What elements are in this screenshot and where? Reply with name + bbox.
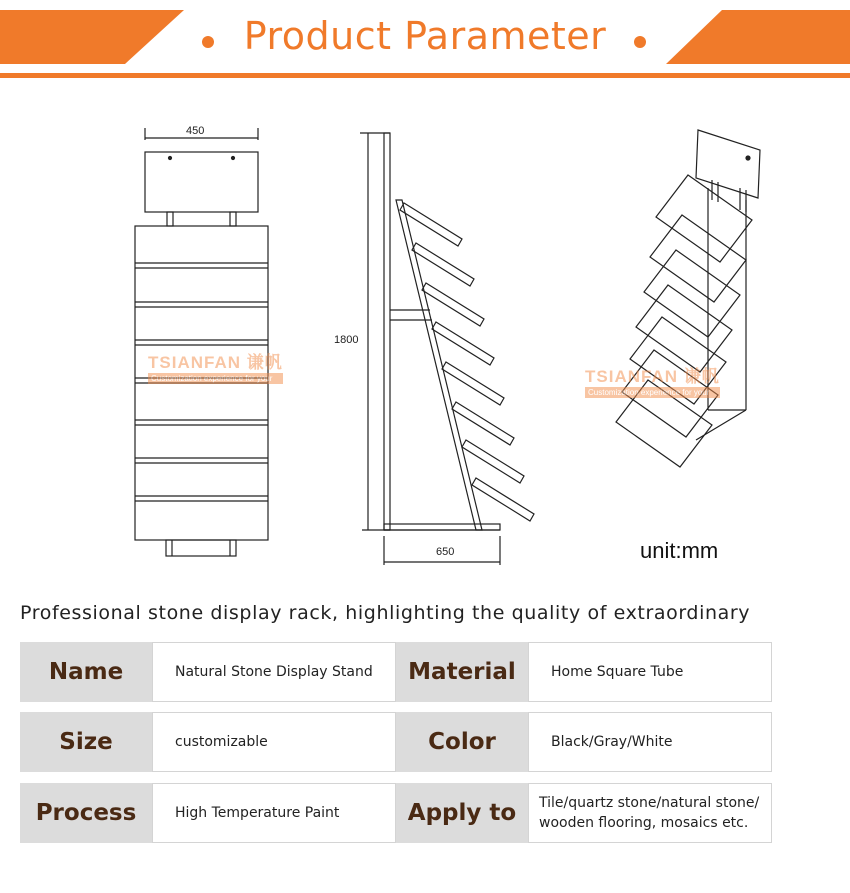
- parameter-row: [20, 642, 772, 702]
- param-label-apply-to: Apply to: [396, 783, 528, 843]
- param-value-name: Natural Stone Display Stand: [152, 642, 396, 702]
- side-view-drawing: [360, 133, 534, 565]
- watermark-front: [148, 348, 283, 384]
- side-depth-dimension: 650: [436, 546, 455, 558]
- param-value-material: Home Square Tube: [528, 642, 772, 702]
- param-value-process: High Temperature Paint: [152, 783, 396, 843]
- watermark-tagline: Customization experience for your: [148, 373, 283, 384]
- watermark-tagline: Customization experience for your: [585, 387, 720, 398]
- page-title: Product Parameter: [243, 14, 607, 58]
- watermark-perspective: [585, 362, 720, 398]
- watermark-brand: TSIANFAN 谦帆: [148, 353, 283, 372]
- side-height-dimension: 1800: [334, 334, 359, 346]
- apply-to-line-1: Tile/quartz stone/natural stone/: [539, 795, 760, 811]
- param-label-color: Color: [396, 712, 528, 772]
- param-label-name: Name: [20, 642, 152, 702]
- technical-drawings: [0, 90, 850, 590]
- parameter-row: [20, 712, 772, 772]
- front-width-dimension: 450: [186, 125, 205, 137]
- param-value-size: customizable: [152, 712, 396, 772]
- perspective-view-drawing: [616, 130, 760, 467]
- header-banner: [0, 0, 850, 80]
- apply-to-line-2: wooden flooring, mosaics etc.: [539, 815, 749, 831]
- unit-label: unit:mm: [640, 538, 719, 563]
- product-headline: Professional stone display rack, highlighting the quality of extraordinary: [20, 602, 751, 624]
- parameter-row: [20, 783, 772, 843]
- banner-underline: [0, 73, 850, 78]
- param-value-apply-to: [528, 783, 772, 843]
- watermark-brand: TSIANFAN 谦帆: [585, 367, 720, 386]
- drawing-canvas: [0, 90, 850, 590]
- param-value-color: Black/Gray/White: [528, 712, 772, 772]
- param-label-size: Size: [20, 712, 152, 772]
- front-view-drawing: [135, 128, 268, 556]
- param-label-process: Process: [20, 783, 152, 843]
- param-label-material: Material: [396, 642, 528, 702]
